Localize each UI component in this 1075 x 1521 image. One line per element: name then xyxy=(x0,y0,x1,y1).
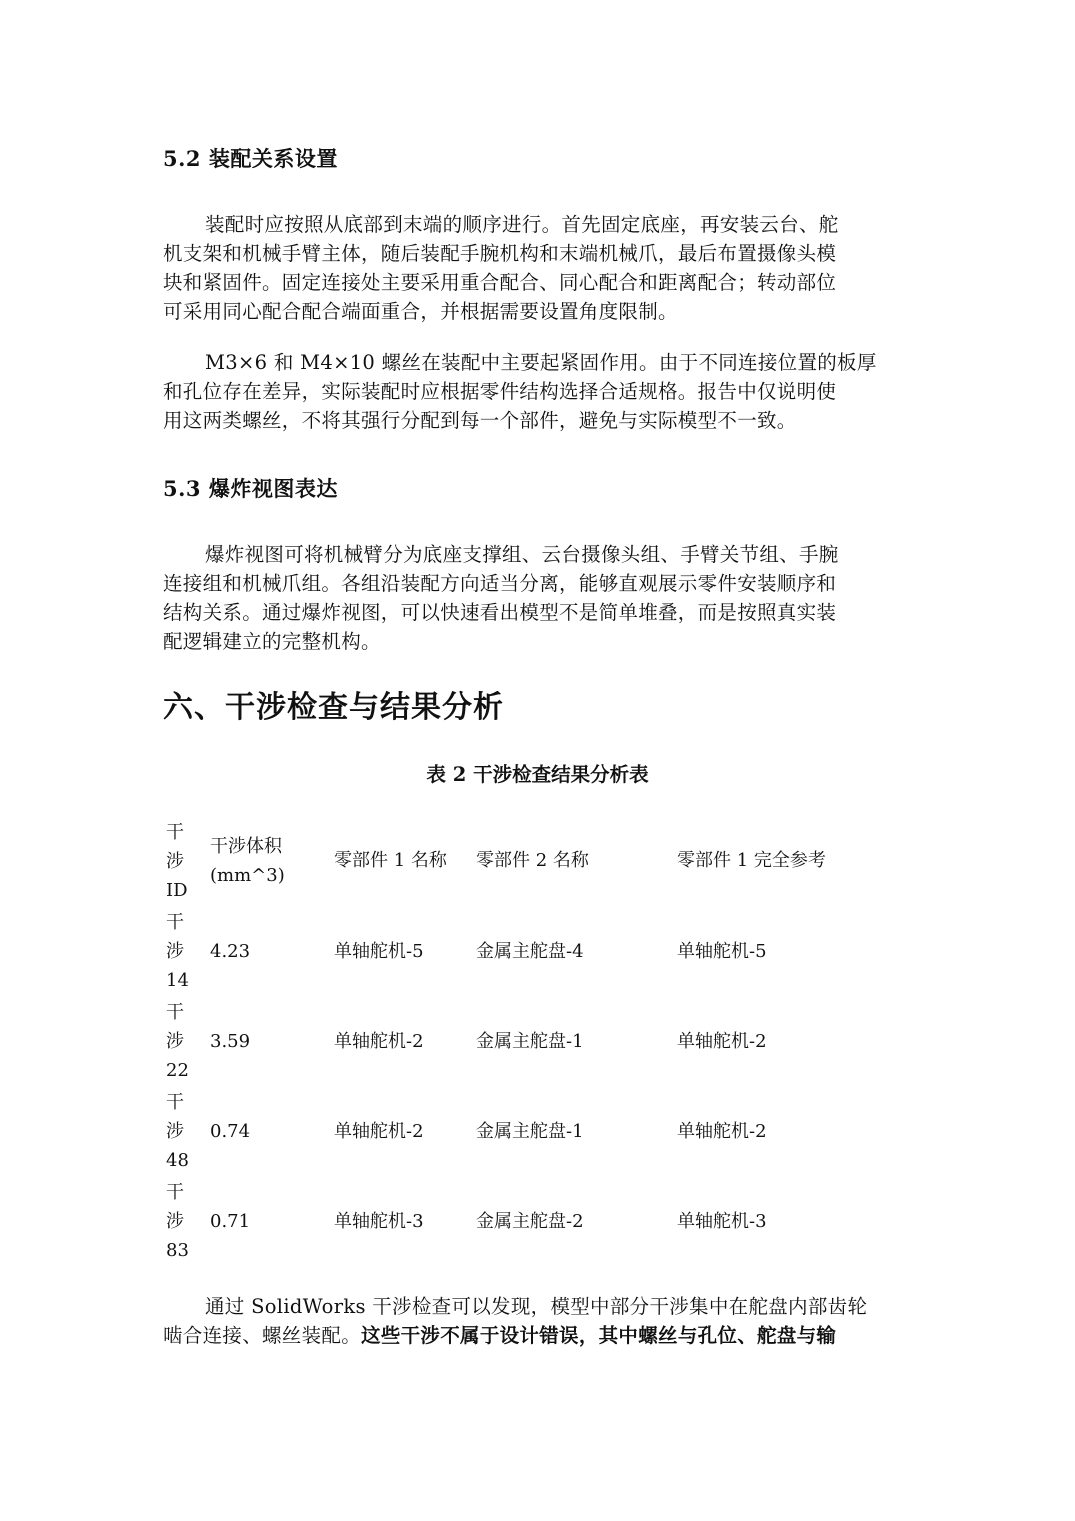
text-line: 机支架和机械手臂主体，随后装配手腕机构和末端机械爪，最后布置摄像头模 xyxy=(163,242,837,265)
cell-part2: 金属主舵盘-2 xyxy=(476,1211,584,1232)
table-header-row xyxy=(163,818,923,908)
text-line: M3×6 和 M4×10 螺丝在装配中主要起紧固作用。由于不同连接位置的板厚 xyxy=(205,351,877,374)
table-row xyxy=(163,1178,923,1268)
cell-volume: 0.74 xyxy=(210,1121,251,1142)
text-line: 通过 SolidWorks 干涉检查可以发现，模型中部分干涉集中在舵盘内部齿轮 xyxy=(205,1295,868,1318)
table-row xyxy=(163,908,923,998)
chapter-heading-6: 六、干涉检查与结果分析 xyxy=(163,690,504,725)
cell-interference-id: 干 涉 83 xyxy=(166,1182,189,1261)
cell-part1: 单轴舵机-5 xyxy=(334,941,424,962)
paragraph-interference-analysis xyxy=(163,1292,913,1350)
section-heading-5-2: 5.2 装配关系设置 xyxy=(163,146,338,171)
cell-interference-id: 干 涉 22 xyxy=(166,1002,189,1081)
cell-reference: 单轴舵机-5 xyxy=(677,941,767,962)
header-part2-name: 零部件 2 名称 xyxy=(476,850,589,871)
header-part1-name: 零部件 1 名称 xyxy=(334,850,447,871)
cell-interference-id: 干 涉 14 xyxy=(166,912,189,991)
text-line: 装配时应按照从底部到末端的顺序进行。首先固定底座，再安装云台、舵 xyxy=(205,213,839,236)
table-caption: 表 2 干涉检查结果分析表 xyxy=(426,763,649,786)
cell-reference: 单轴舵机-2 xyxy=(677,1031,767,1052)
cell-volume: 0.71 xyxy=(210,1211,251,1232)
cell-volume: 3.59 xyxy=(210,1031,251,1052)
cell-volume: 4.23 xyxy=(210,941,251,962)
header-part1-reference: 零部件 1 完全参考 xyxy=(677,850,826,871)
text-line: 用这两类螺丝，不将其强行分配到每一个部件，避免与实际模型不一致。 xyxy=(163,409,797,432)
text-bold-emphasis: 这些干涉不属于设计错误，其中螺丝与孔位、舵盘与输 xyxy=(361,1324,837,1347)
text-line: 配逻辑建立的完整机构。 xyxy=(163,630,381,653)
text-line: 可采用同心配合配合端面重合，并根据需要设置角度限制。 xyxy=(163,300,678,323)
header-interference-id: 干 涉 ID xyxy=(166,822,188,901)
cell-part1: 单轴舵机-3 xyxy=(334,1211,424,1232)
paragraph-exploded-view xyxy=(163,540,913,656)
cell-reference: 单轴舵机-2 xyxy=(677,1121,767,1142)
cell-part1: 单轴舵机-2 xyxy=(334,1031,424,1052)
paragraph-assembly-order xyxy=(163,210,913,326)
text-line: 爆炸视图可将机械臂分为底座支撑组、云台摄像头组、手臂关节组、手腕 xyxy=(205,543,839,566)
table-row xyxy=(163,1088,923,1178)
cell-part1: 单轴舵机-2 xyxy=(334,1121,424,1142)
text-line: 连接组和机械爪组。各组沿装配方向适当分离，能够直观展示零件安装顺序和 xyxy=(163,572,837,595)
paragraph-screws xyxy=(163,348,913,435)
text-line xyxy=(163,1321,913,1350)
section-heading-5-3: 5.3 爆炸视图表达 xyxy=(163,476,338,501)
header-volume: 干涉体积 (mm^3) xyxy=(210,836,285,886)
text-normal: 啮合连接、螺丝装配。 xyxy=(163,1324,362,1347)
text-line: 和孔位存在差异，实际装配时应根据零件结构选择合适规格。报告中仅说明使 xyxy=(163,380,837,403)
cell-part2: 金属主舵盘-1 xyxy=(476,1031,584,1052)
table-row xyxy=(163,998,923,1088)
cell-part2: 金属主舵盘-1 xyxy=(476,1121,584,1142)
cell-interference-id: 干 涉 48 xyxy=(166,1092,189,1171)
cell-reference: 单轴舵机-3 xyxy=(677,1211,767,1232)
text-line: 块和紧固件。固定连接处主要采用重合配合、同心配合和距离配合；转动部位 xyxy=(163,271,837,294)
cell-part2: 金属主舵盘-4 xyxy=(476,941,584,962)
interference-table xyxy=(163,818,923,1268)
text-line: 结构关系。通过爆炸视图，可以快速看出模型不是简单堆叠，而是按照真实装 xyxy=(163,601,837,624)
